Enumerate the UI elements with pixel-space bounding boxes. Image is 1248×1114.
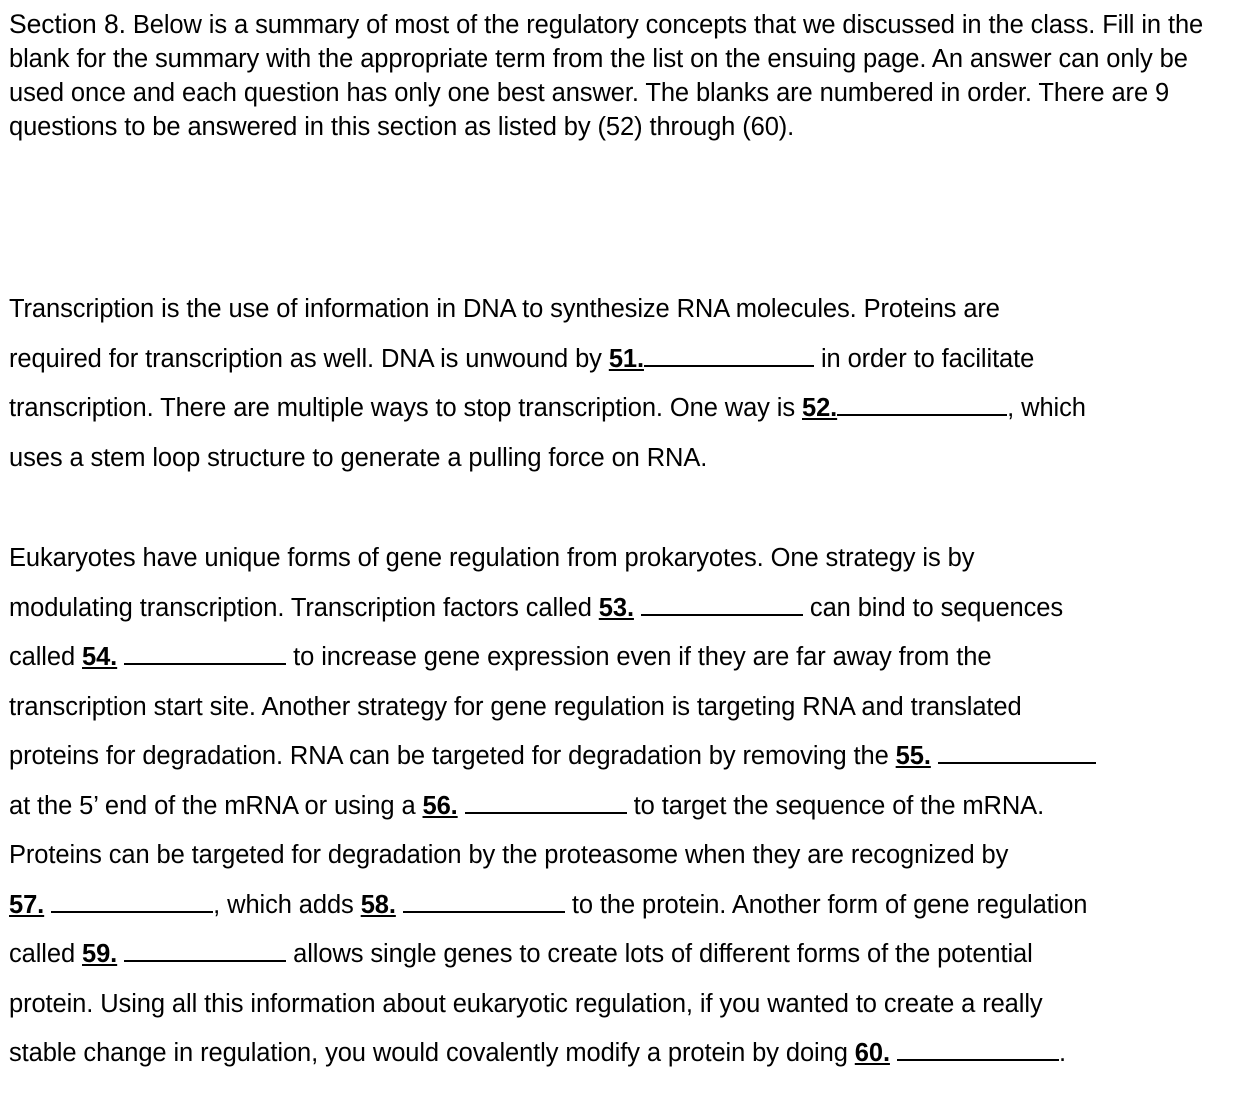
instructions-text: Below is a summary of most of the regulatory concepts that we discussed in the class. Fill in the blank for the summary with the appropriate term from the list on the ensuing page. An answer can only be used once and each question has only one best answer. The blanks are numbered in order. There are 9 questions to be answered in this section as listed by (52) through (60). — [9, 11, 1204, 141]
text-segment: proteins for degradation. RNA can be targeted for degradation by removing the — [9, 742, 896, 770]
blank-53[interactable] — [641, 592, 803, 616]
blank-51[interactable] — [644, 343, 814, 367]
section-instructions — [9, 7, 1241, 144]
blank-58[interactable] — [403, 889, 565, 913]
blank-number-52: 52. — [802, 394, 838, 422]
text-line — [9, 335, 1241, 385]
blank-number-56: 56. — [422, 791, 458, 820]
text-line — [9, 384, 1241, 434]
text-segment: stable change in regulation, you would covalently modify a protein by doing — [9, 1039, 855, 1067]
text-segment: at the 5’ end of the mRNA or using a — [9, 791, 423, 820]
text-segment: modulating transcription. Transcription factors called — [9, 593, 599, 622]
blank-number-53: 53. — [598, 593, 634, 622]
section-label: Section 8. — [9, 9, 126, 39]
text-segment: allows single genes to create lots of different forms of the potential — [286, 940, 1033, 968]
text-line — [9, 683, 1241, 733]
text-segment: transcription. There are multiple ways to stop transcription. One way is — [9, 394, 802, 422]
blank-number-51: 51. — [608, 344, 644, 373]
text-line — [9, 1029, 1241, 1079]
text-line — [9, 980, 1241, 1030]
text-segment: protein. Using all this information about eukaryotic regulation, if you wanted to create a really — [9, 989, 1043, 1018]
text-segment: Transcription is the use of information in DNA to synthesize RNA molecules. Proteins are — [9, 295, 1000, 323]
blank-56[interactable] — [465, 790, 627, 814]
text-segment: called — [9, 940, 83, 968]
text-segment: , which — [1007, 394, 1086, 422]
text-segment: in order to facilitate — [813, 344, 1035, 373]
text-line — [9, 434, 1241, 484]
blank-55[interactable] — [938, 740, 1096, 764]
blank-number-58: 58. — [360, 890, 396, 919]
text-segment: Eukaryotes have unique forms of gene regulation from prokaryotes. One strategy is by — [9, 544, 975, 572]
text-segment: called — [9, 643, 83, 671]
blank-number-59: 59. — [82, 940, 118, 968]
text-line — [9, 930, 1241, 980]
blank-54[interactable] — [124, 641, 286, 665]
text-line — [9, 831, 1241, 881]
text-segment: to the protein. Another form of gene regulation — [564, 890, 1088, 919]
transcription-paragraph — [9, 285, 1241, 483]
text-line — [9, 782, 1241, 832]
text-line — [9, 584, 1241, 634]
text-line — [9, 881, 1241, 931]
blank-60[interactable] — [897, 1037, 1059, 1061]
text-segment: transcription start site. Another strategy for gene regulation is targeting RNA and translated — [9, 692, 1022, 721]
text-segment: , which adds — [213, 890, 361, 919]
text-line — [9, 285, 1241, 335]
blank-number-55: 55. — [895, 742, 931, 770]
text-segment: required for transcription as well. DNA is unwound by — [9, 344, 609, 373]
blank-number-54: 54. — [82, 643, 118, 671]
text-segment: to target the sequence of the mRNA. — [626, 791, 1045, 820]
blank-57[interactable] — [51, 889, 213, 913]
blank-number-57: 57. — [9, 890, 45, 919]
text-segment: uses a stem loop structure to generate a pulling force on RNA. — [9, 443, 708, 472]
blank-59[interactable] — [124, 938, 286, 962]
blank-52[interactable] — [837, 392, 1007, 416]
blank-number-60: 60. — [854, 1039, 890, 1067]
text-segment: to increase gene expression even if they are far away from the — [286, 643, 992, 671]
text-segment: Proteins can be targeted for degradation by the proteasome when they are recognized by — [9, 841, 1009, 869]
text-segment: can bind to sequences — [802, 593, 1064, 622]
text-segment: . — [1058, 1039, 1066, 1067]
text-line — [9, 732, 1241, 782]
eukaryotic-regulation-paragraph — [9, 534, 1241, 1079]
text-line — [9, 633, 1241, 683]
text-line — [9, 534, 1241, 584]
